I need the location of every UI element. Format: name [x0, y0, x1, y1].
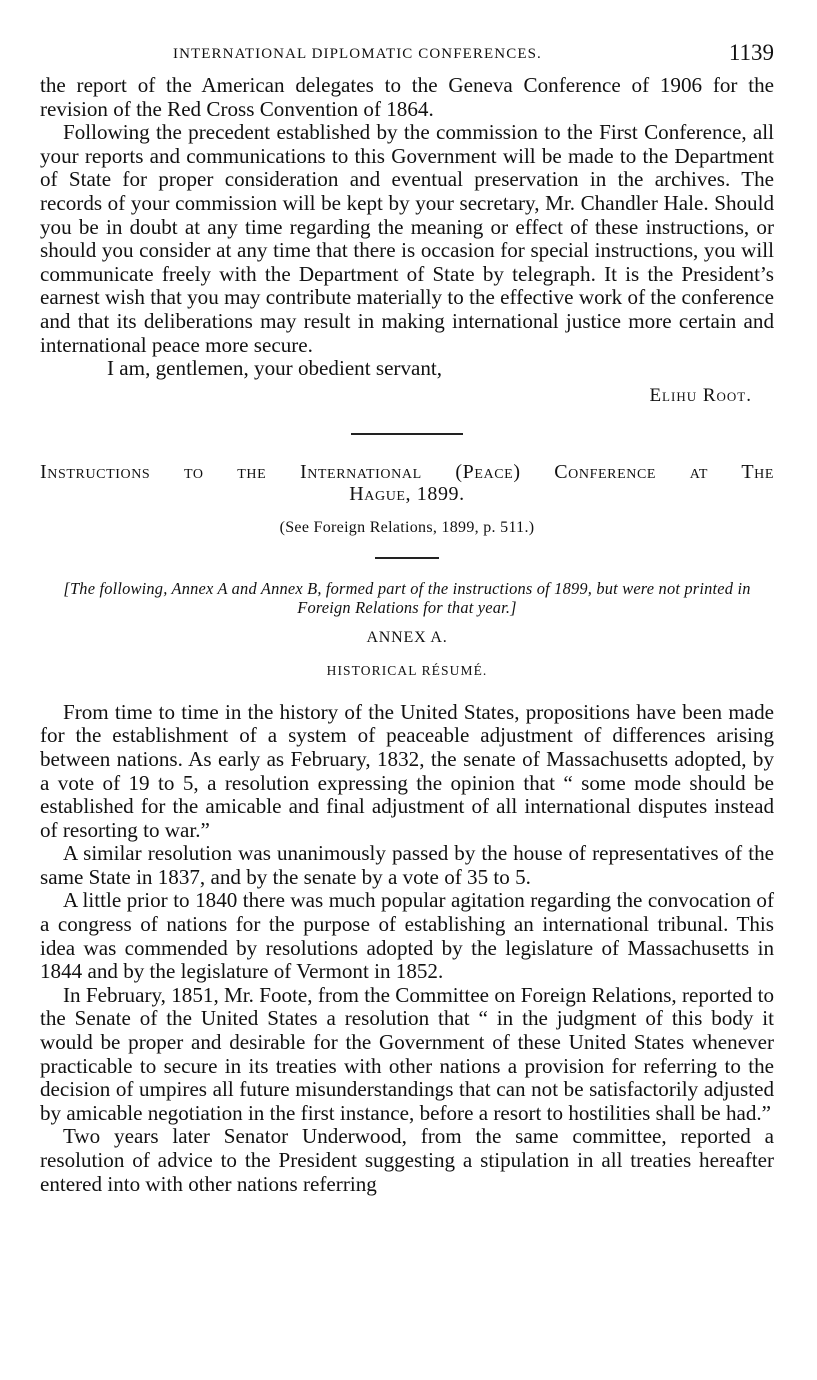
- annex-body: [40, 701, 774, 1196]
- annex-paragraph: In February, 1851, Mr. Foote, from the Committee on Foreign Relations, reported to the Senate of the United States a resolution that “ in the judgment of this body it would be proper and desirable for the Government of these United States whenever practicable to secure in its treaties with other nations a provision for referring to the decision of umpires all future misunderstandings that can not be satisfactorily adjusted by amicable negotiation in the first instance, before a resort to hostilities shall be had.”: [40, 982, 774, 1125]
- annex-title: ANNEX A.: [366, 628, 448, 646]
- annex-paragraph: A similar resolution was unanimously passed by the house of representatives of the same State in 1837, and by the senate by a vote of 35 to 5.: [40, 841, 774, 889]
- letter-body: [40, 74, 774, 407]
- letter-closing: I am, gentlemen, your obedient servant,: [107, 356, 443, 381]
- reference-note: (See Foreign Relations, 1899, p. 511.): [279, 518, 535, 536]
- document-page: [40, 40, 774, 1196]
- annex-paragraph: Two years later Senator Underwood, from the same committee, reported a resolution of advice to the President suggesting a stipulation in all treaties hereafter entered into with other nations referring: [40, 1124, 774, 1196]
- section-divider: [351, 433, 463, 435]
- running-head: [40, 40, 774, 74]
- running-title: INTERNATIONAL DIPLOMATIC CONFERENCES.: [173, 46, 542, 62]
- instructions-heading: [40, 461, 774, 505]
- instructions-heading-line2: Hague, 1899.: [349, 482, 465, 505]
- letter-paragraph: Following the precedent established by the commission to the First Conference, all your reports and communications to this Government will be made to the Department of State for proper consideration and eventual preservation in the archives. The records of your commission will be kept by your secretary, Mr. Chandler Hale. Should you be in doubt at any time regarding the meaning or effect of these instructions, or should you consider at any time that there is occasion for special instructions, you will communicate freely with the Department of State by telegraph. It is the President’s earnest wish that you may contribute materially to the effective work of the conference and that its deliberations may result in making international justice more certain and international peace more secure.: [40, 120, 774, 357]
- short-divider: [375, 557, 439, 559]
- instructions-heading-line1: Instructions to the International (Peace) Conference at The: [40, 460, 774, 483]
- signature: Elihu Root.: [649, 384, 752, 406]
- editorial-note: [The following, Annex A and Annex B, formed part of the instructions of 1899, but were not printed in Foreign Relations for that year.]: [63, 578, 751, 617]
- letter-paragraph: the report of the American delegates to the Geneva Conference of 1906 for the revision of the Red Cross Convention of 1864.: [40, 73, 774, 121]
- annex-paragraph: From time to time in the history of the United States, propositions have been made for the establishment of a system of peaceable adjustment of differences arising between nations. As early as February, 1832, the senate of Massachusetts adopted, by a vote of 19 to 5, a resolution expressing the opinion that “ some mode should be established for the amicable and final adjustment of all international disputes instead of resorting to war.”: [40, 699, 774, 842]
- page-number: 1139: [728, 40, 774, 65]
- annex-paragraph: A little prior to 1840 there was much popular agitation regarding the convocation of a congress of nations for the purpose of establishing an international tribunal. This idea was commended by resolutions adopted by the legislature of Massachusetts in 1844 and by the legislature of Vermont in 1852.: [40, 888, 774, 984]
- section-title: HISTORICAL RÉSUMÉ.: [326, 662, 488, 678]
